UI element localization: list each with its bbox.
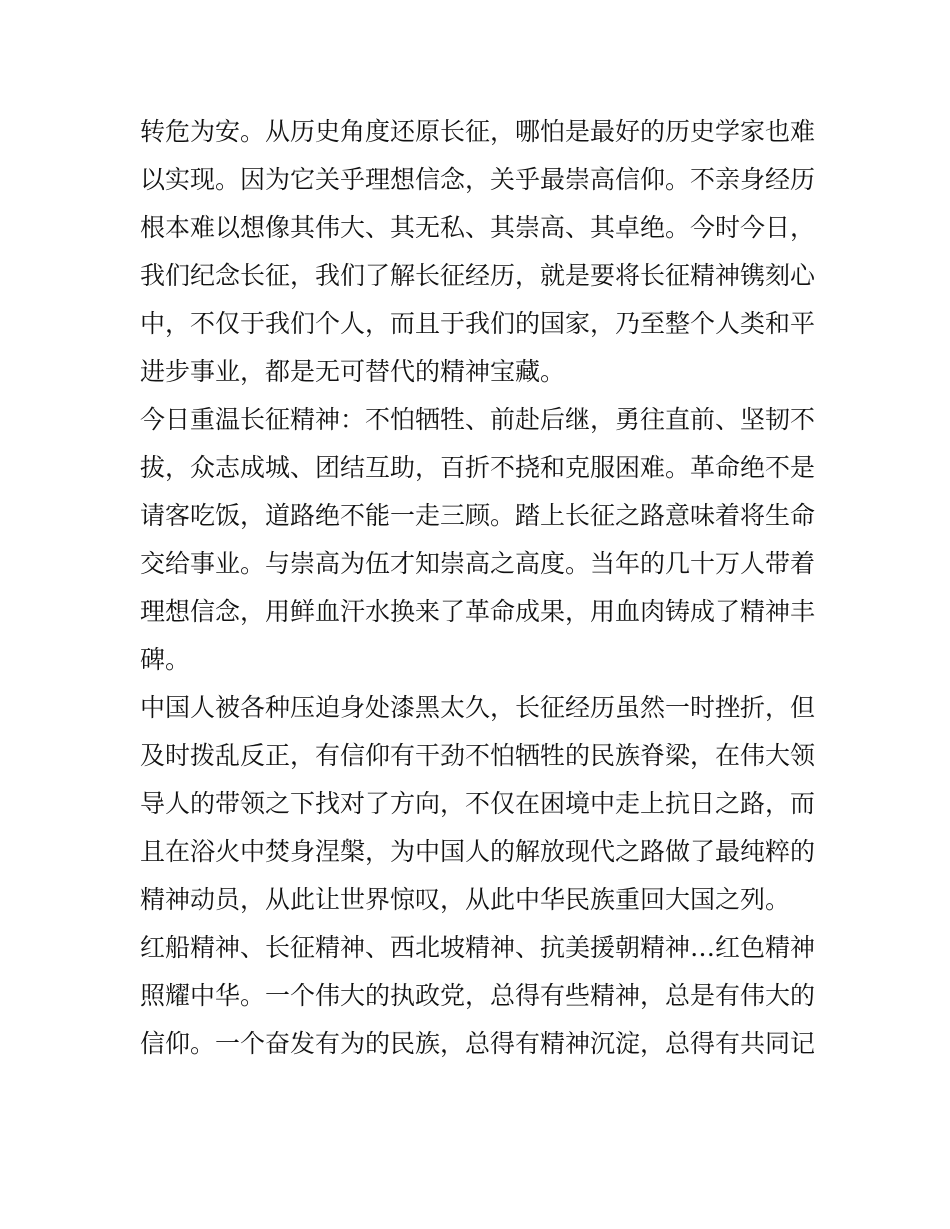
text-line: 信仰。一个奋发有为的民族，总得有精神沉淀，总得有共同记: [140, 1029, 816, 1058]
text-line: 照耀中华。一个伟大的执政党，总得有些精神，总是有伟大的: [140, 981, 816, 1010]
text-line: 我们纪念长征，我们了解长征经历，就是要将长征精神镌刻心: [140, 261, 816, 290]
text-line: 今日重温长征精神：不怕牺牲、前赴后继，勇往直前、坚韧不: [140, 405, 816, 434]
paragraph-3: [140, 684, 816, 924]
text-line: 及时拨乱反正，有信仰有干劲不怕牺牲的民族脊梁，在伟大领: [140, 741, 816, 770]
text-line: 中国人被各种压迫身处漆黑太久，长征经历虽然一时挫折，但: [140, 693, 816, 722]
text-line: 进步事业，都是无可替代的精神宝藏。: [140, 357, 566, 386]
text-line: 精神动员，从此让世界惊叹，从此中华民族重回大国之列。: [140, 885, 791, 914]
paragraph-2: [140, 396, 816, 684]
document-body: [140, 108, 816, 1068]
text-line: 以实现。因为它关乎理想信念，关乎最崇高信仰。不亲身经历: [140, 165, 816, 194]
text-line: 交给事业。与崇高为伍才知崇高之高度。当年的几十万人带着: [140, 549, 816, 578]
text-line: 转危为安。从历史角度还原长征，哪怕是最好的历史学家也难: [140, 117, 816, 146]
text-line: 拔，众志成城、团结互助，百折不挠和克服困难。革命绝不是: [140, 453, 816, 482]
text-line: 红船精神、长征精神、西北坡精神、抗美援朝精神…红色精神: [140, 933, 816, 962]
text-line: 且在浴火中焚身涅槃，为中国人的解放现代之路做了最纯粹的: [140, 837, 816, 866]
text-line: 请客吃饭，道路绝不能一走三顾。踏上长征之路意味着将生命: [140, 501, 816, 530]
paragraph-1: [140, 108, 816, 396]
text-line: 导人的带领之下找对了方向，不仅在困境中走上抗日之路，而: [140, 789, 816, 818]
text-line: 理想信念，用鲜血汗水换来了革命成果，用血肉铸成了精神丰: [140, 597, 816, 626]
text-line: 碑。: [140, 645, 191, 674]
text-line: 中，不仅于我们个人，而且于我们的国家，乃至整个人类和平: [140, 309, 816, 338]
text-line: 根本难以想像其伟大、其无私、其崇高、其卓绝。今时今日，: [140, 213, 816, 242]
paragraph-4: [140, 924, 816, 1068]
